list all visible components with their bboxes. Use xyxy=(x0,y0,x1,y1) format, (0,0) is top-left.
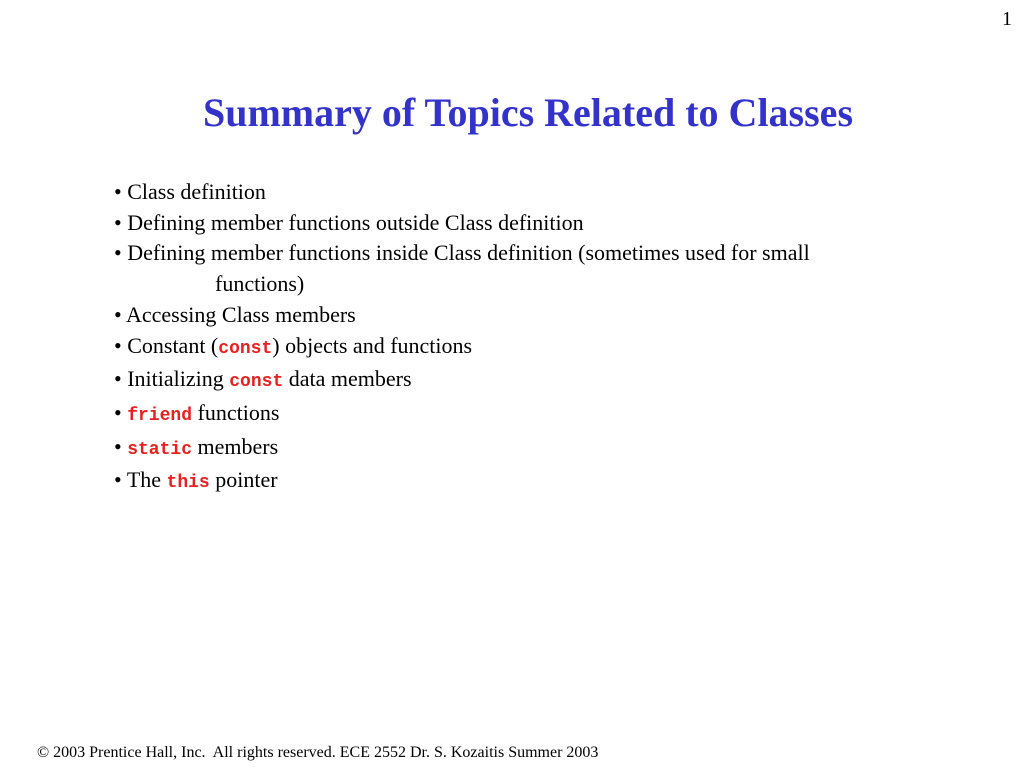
code-keyword: const xyxy=(218,338,273,359)
topic-item-outside-definition xyxy=(114,208,810,239)
topic-text: Defining member functions outside Class definition xyxy=(127,209,584,235)
topic-item-constant-objects xyxy=(114,331,810,365)
slide-title: Summary of Topics Related to Classes xyxy=(202,90,854,135)
page-number: 1 xyxy=(1002,8,1012,30)
topic-text-after: functions xyxy=(192,399,280,425)
topic-text-after: members xyxy=(192,433,279,459)
code-keyword: this xyxy=(166,473,210,494)
topic-text-before: Constant ( xyxy=(127,332,219,358)
bullet-marker: • xyxy=(114,240,122,266)
topic-list xyxy=(114,177,810,499)
topic-text-after: pointer xyxy=(209,467,278,493)
bullet-marker: • xyxy=(114,209,122,235)
topic-item-class-definition xyxy=(114,177,810,208)
topic-text-after: ) objects and functions xyxy=(272,332,473,358)
bullet-marker: • xyxy=(114,179,122,204)
bullet-marker: • xyxy=(114,433,122,459)
code-keyword: static xyxy=(127,439,193,460)
code-keyword: friend xyxy=(127,405,193,426)
bullet-marker: • xyxy=(114,366,122,392)
bullet-marker: • xyxy=(114,467,122,493)
topic-item-inside-definition xyxy=(114,238,810,299)
topic-text-before: Initializing xyxy=(127,366,230,392)
bullet-marker: • xyxy=(114,399,122,425)
topic-text-before: The xyxy=(126,467,167,493)
topic-item-accessing-members xyxy=(114,300,810,331)
bullet-marker: • xyxy=(114,332,122,358)
topic-text: Class definition xyxy=(127,179,266,204)
code-keyword: const xyxy=(229,372,284,393)
topic-text-after: data members xyxy=(283,366,412,392)
topic-item-initializing-const xyxy=(114,364,810,398)
copyright-footer: © 2003 Prentice Hall, Inc. All rights reserved. ECE 2552 Dr. S. Kozaitis Summer 2003 xyxy=(37,744,599,761)
topic-text: Accessing Class members xyxy=(126,301,356,327)
topic-item-friend-functions xyxy=(114,398,810,432)
topic-item-static-members xyxy=(114,432,810,466)
topic-text-continuation: functions) xyxy=(215,271,305,297)
topic-item-this-pointer xyxy=(114,465,810,499)
bullet-marker: • xyxy=(114,301,122,327)
topic-text: Defining member functions inside Class definition (sometimes used for small xyxy=(127,240,810,266)
